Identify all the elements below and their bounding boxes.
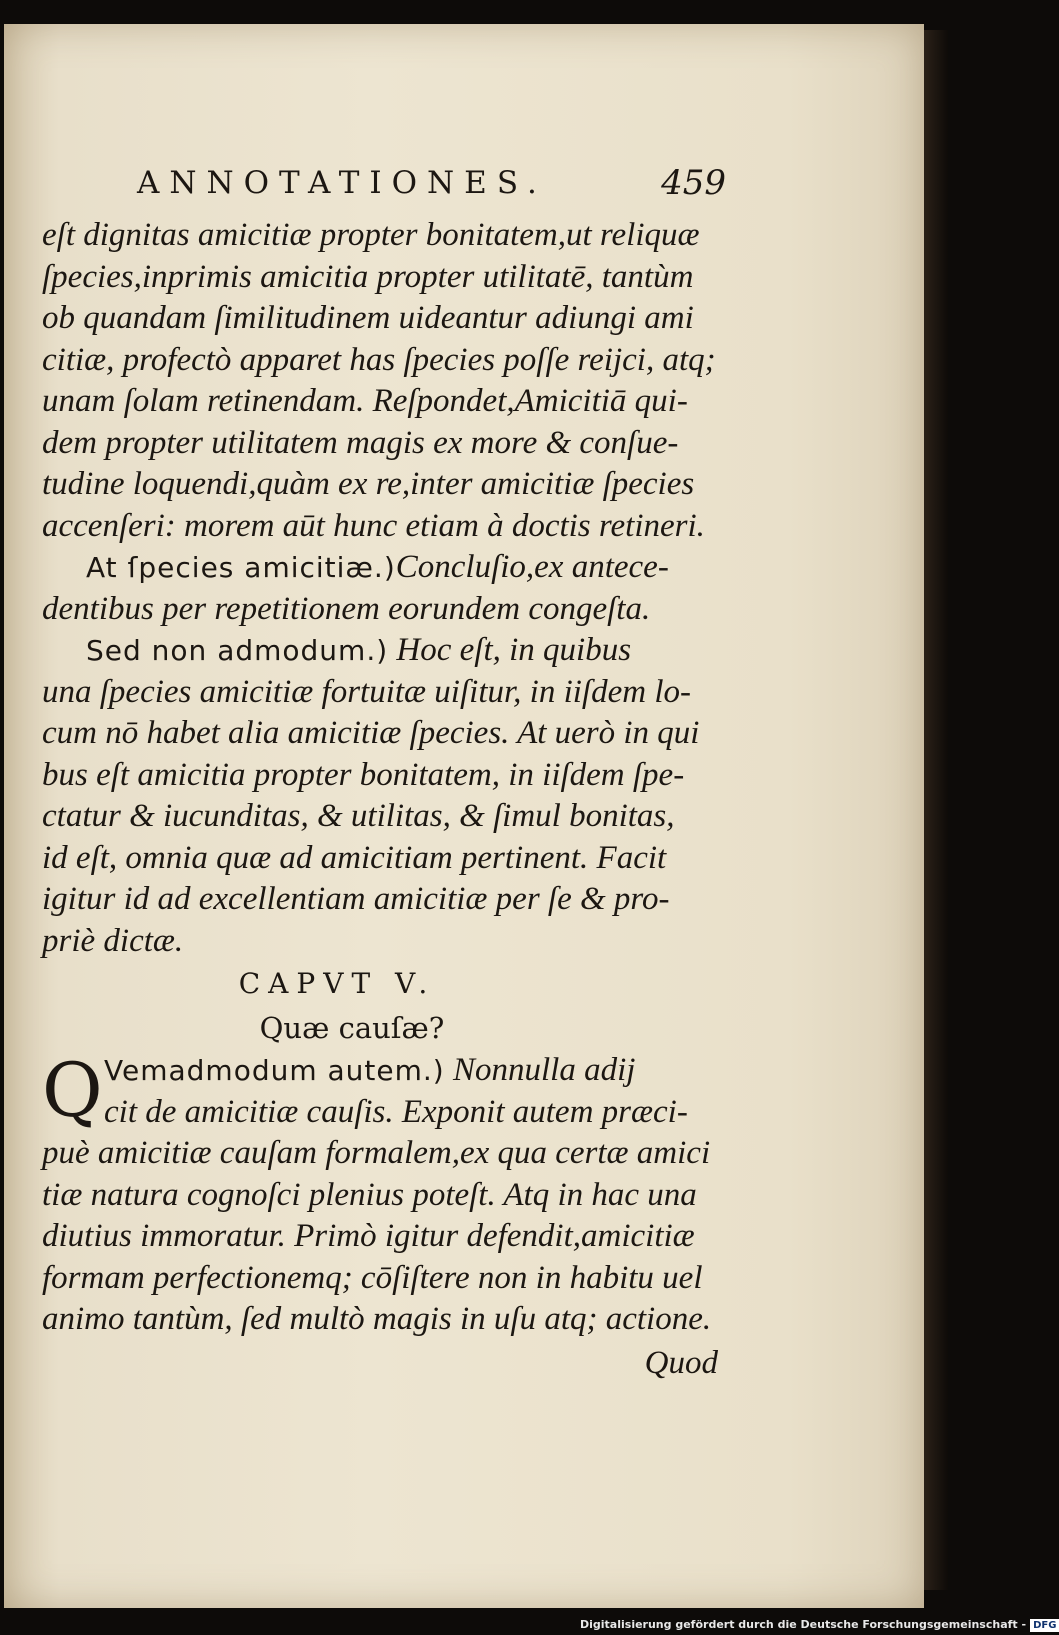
lemma: At ſpecies amicitiæ.) — [86, 551, 396, 584]
text-line: cum nō habet alia amicitiæ ſpecies. At uerò in qui — [42, 715, 700, 751]
chapter-heading: CAPVT V. — [238, 967, 436, 1000]
paragraph-1 — [42, 215, 722, 547]
text-line: animo tantùm, ſed multò magis in uſu atq; actione. — [42, 1301, 712, 1337]
page-number: 459 — [661, 163, 726, 203]
lemma: Sed non admodum.) — [86, 634, 389, 667]
text-line: priè dictæ. — [42, 922, 184, 959]
page-edge-shadow — [924, 30, 948, 1590]
text-line: puè amicitiæ cauſam formalem,ex qua certæ amici — [42, 1135, 711, 1171]
running-head-title: ANNOTATIONES. — [137, 165, 547, 201]
commentary-text: Hoc eſt, in quibus — [388, 632, 632, 668]
text-line: igitur id ad excellentiam amicitiæ per ſe & pro- — [42, 881, 670, 917]
text-line: ſpecies,inprimis amicitia propter utilitatē, tantùm — [42, 258, 694, 295]
text-line: tudine loquendi,quàm ex re,inter amicitiæ ſpecies — [42, 466, 695, 502]
paragraph-2 — [42, 547, 722, 630]
text-line: bus eſt amicitia propter bonitatem, in iiſdem ſpe- — [42, 756, 685, 793]
chapter-subtitle: Quæ cauſæ? — [259, 1011, 445, 1045]
lemma: Vemadmodum autem.) — [104, 1054, 445, 1087]
paragraph-4 — [42, 1050, 722, 1341]
text-line: una ſpecies amicitiæ fortuitæ uiſitur, in iiſdem lo- — [42, 673, 691, 710]
text-line — [42, 630, 722, 672]
text-line: ob quandam ſimilitudinem uideantur adiungi ami — [42, 300, 694, 336]
catchword: Quod — [644, 1344, 718, 1381]
commentary-text: Concluſio,ex antece- — [395, 549, 669, 585]
text-line — [42, 1050, 722, 1092]
text-line: citiæ, profectò apparet has ſpecies poſſe reijci, atq; — [42, 341, 716, 378]
text-line: unam ſolam retinendam. Reſpondet,Amicitiā qui- — [42, 383, 688, 419]
drop-initial: Q — [42, 1048, 103, 1134]
text-line: ctatur & iucunditas, & utilitas, & ſimul bonitas, — [42, 798, 675, 834]
text-line: cit de amicitiæ cauſis. Exponit autem præci- — [104, 1093, 688, 1130]
running-head — [42, 163, 726, 209]
text-line: dentibus per repetitionem eorundem congeſta. — [42, 590, 651, 627]
text-line: formam perfectionemq; cōſiſtere non in habitu uel — [42, 1259, 703, 1296]
digitization-footer — [580, 1616, 1059, 1634]
text-line — [42, 547, 722, 589]
paragraph-3 — [42, 630, 722, 962]
dfg-logo: DFG — [1030, 1619, 1059, 1632]
text-line: dem propter utilitatem magis ex more & conſue- — [42, 424, 679, 461]
text-line: eſt dignitas amicitiæ propter bonitatem,ut reliquæ — [42, 217, 700, 253]
text-line: id eſt, omnia quæ ad amicitiam pertinent. Facit — [42, 839, 667, 876]
text-line: diutius immoratur. Primò igitur defendit,amicitiæ — [42, 1218, 695, 1254]
footer-text: Digitalisierung gefördert durch die Deutsche Forschungsgemeinschaft - — [580, 1618, 1027, 1631]
text-block — [42, 163, 726, 1385]
text-line: tiæ natura cognoſci plenius poteſt. Atq in hac una — [42, 1176, 697, 1213]
text-line: accenſeri: morem aūt hunc etiam à doctis retineri. — [42, 507, 705, 544]
commentary-text: Nonnulla adij — [444, 1052, 636, 1088]
